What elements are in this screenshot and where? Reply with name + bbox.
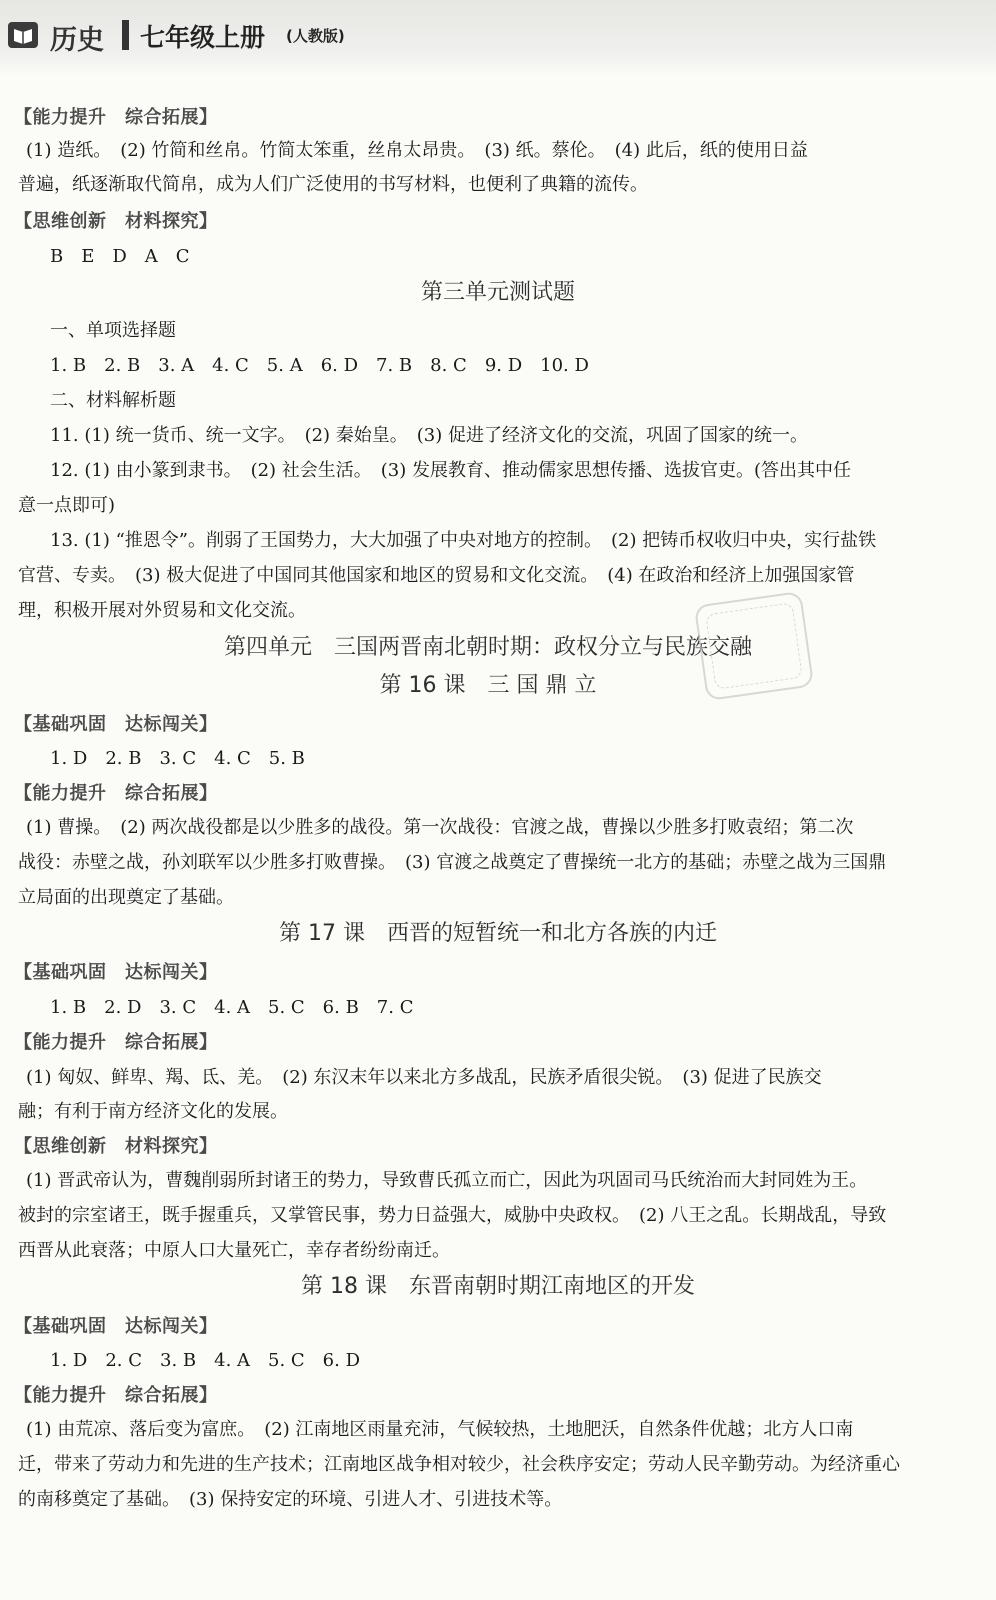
answer-line: 普遍，纸逐渐取代简帛，成为人们广泛使用的书写材料，也便利了典籍的流传。 [18, 174, 648, 195]
answer-line: (1) 匈奴、鲜卑、羯、氐、羌。 (2) 东汉末年以来北方多战乱，民族矛盾很尖锐。 (3) 促进了民族交 [26, 1067, 822, 1088]
unit3-test-title: 第三单元测试题 [420, 280, 575, 305]
subject-title: 历史 [50, 25, 104, 56]
answer-line: (1) 由荒凉、落后变为富庶。 (2) 江南地区雨量充沛，气候较热，土地肥沃，自然条件优越；北方人口南 [26, 1419, 854, 1440]
section-label-ability: 【能力提升 综合拓展】 [14, 1385, 218, 1406]
edition-label: (人教版) [286, 27, 345, 45]
header-divider [122, 20, 129, 50]
lesson16-title: 第 16 课 三 国 鼎 立 [379, 673, 597, 698]
section-label-ability: 【能力提升 综合拓展】 [14, 1032, 218, 1053]
section-label-thinking: 【思维创新 材料探究】 [14, 1136, 218, 1157]
lesson18-title: 第 18 课 东晋南朝时期江南地区的开发 [301, 1274, 695, 1299]
section-label-basics: 【基础巩固 达标闯关】 [14, 714, 218, 735]
answer-line: (1) 曹操。 (2) 两次战役都是以少胜多的战役。第一次战役：官渡之战，曹操以少胜多打败袁绍；第二次 [26, 817, 854, 838]
answer-line: 理，积极开展对外贸易和文化交流。 [18, 600, 306, 621]
answer-line: (1) 晋武帝认为，曹魏削弱所封诸王的势力，导致曹氏孤立而亡，因此为巩固司马氏统治而大封同姓为王。 [26, 1170, 868, 1191]
section-label-ability: 【能力提升 综合拓展】 [14, 107, 218, 128]
answer-line: (1) 造纸。 (2) 竹简和丝帛。竹简太笨重，丝帛太昂贵。 (3) 纸。蔡伦。 (4) 此后，纸的使用日益 [26, 140, 808, 161]
answer-line: 西晋从此衰落；中原人口大量死亡，幸存者纷纷南迁。 [18, 1240, 450, 1261]
answer-line: 1. D 2. C 3. B 4. A 5. C 6. D [50, 1350, 361, 1371]
answer-line: 融；有利于南方经济文化的发展。 [18, 1101, 288, 1122]
answer-line: 1. B 2. B 3. A 4. C 5. A 6. D 7. B 8. C 9. D 10. D [50, 355, 589, 376]
answer-line: 被封的宗室诸王，既手握重兵，又掌管民事，势力日益强大，威胁中央政权。 (2) 八王之乱。长期战乱，导致 [18, 1205, 887, 1226]
part-heading: 二、材料解析题 [50, 390, 176, 411]
answer-line: 11. (1) 统一货币、统一文字。 (2) 秦始皇。 (3) 促进了经济文化的交流，巩固了国家的统一。 [50, 425, 809, 446]
watermark-stamp [694, 591, 814, 701]
answer-line: 1. D 2. B 3. C 4. C 5. B [50, 748, 305, 769]
answer-line: 迁，带来了劳动力和先进的生产技术；江南地区战争相对较少，社会秩序安定；劳动人民辛勤劳动。为经济重心 [18, 1454, 900, 1475]
section-label-basics: 【基础巩固 达标闯关】 [14, 1316, 218, 1337]
answer-line: 官营、专卖。 (3) 极大促进了中国同其他国家和地区的贸易和文化交流。 (4) 在政治和经济上加强国家管 [18, 565, 855, 586]
lesson17-title: 第 17 课 西晋的短暂统一和北方各族的内迁 [279, 921, 717, 946]
section-label-basics: 【基础巩固 达标闯关】 [14, 962, 218, 983]
section-label-thinking: 【思维创新 材料探究】 [14, 211, 218, 232]
page-header [0, 0, 996, 76]
part-heading: 一、单项选择题 [50, 320, 176, 341]
grade-title: 七年级上册 [140, 23, 266, 52]
answer-line: 意一点即可) [18, 495, 116, 516]
answer-line: 1. B 2. D 3. C 4. A 5. C 6. B 7. C [50, 997, 414, 1018]
answer-line: 13. (1) “推恩令”。削弱了王国势力，大大加强了中央对地方的控制。 (2) 把铸币权收归中央，实行盐铁 [50, 530, 877, 551]
answer-line: 的南移奠定了基础。 (3) 保持安定的环境、引进人才、引进技术等。 [18, 1489, 563, 1510]
answer-line: 战役：赤壁之战，孙刘联军以少胜多打败曹操。 (3) 官渡之战奠定了曹操统一北方的基础；赤壁之战为三国鼎 [18, 852, 887, 873]
answer-line: 12. (1) 由小篆到隶书。 (2) 社会生活。 (3) 发展教育、推动儒家思想传播、选拔官吏。(答出其中任 [50, 460, 852, 481]
answer-line: 立局面的出现奠定了基础。 [18, 887, 234, 908]
book-logo-icon [8, 22, 38, 48]
unit4-title: 第四单元 三国两晋南北朝时期：政权分立与民族交融 [223, 635, 752, 660]
answer-line: B E D A C [50, 246, 190, 267]
section-label-ability: 【能力提升 综合拓展】 [14, 783, 218, 804]
